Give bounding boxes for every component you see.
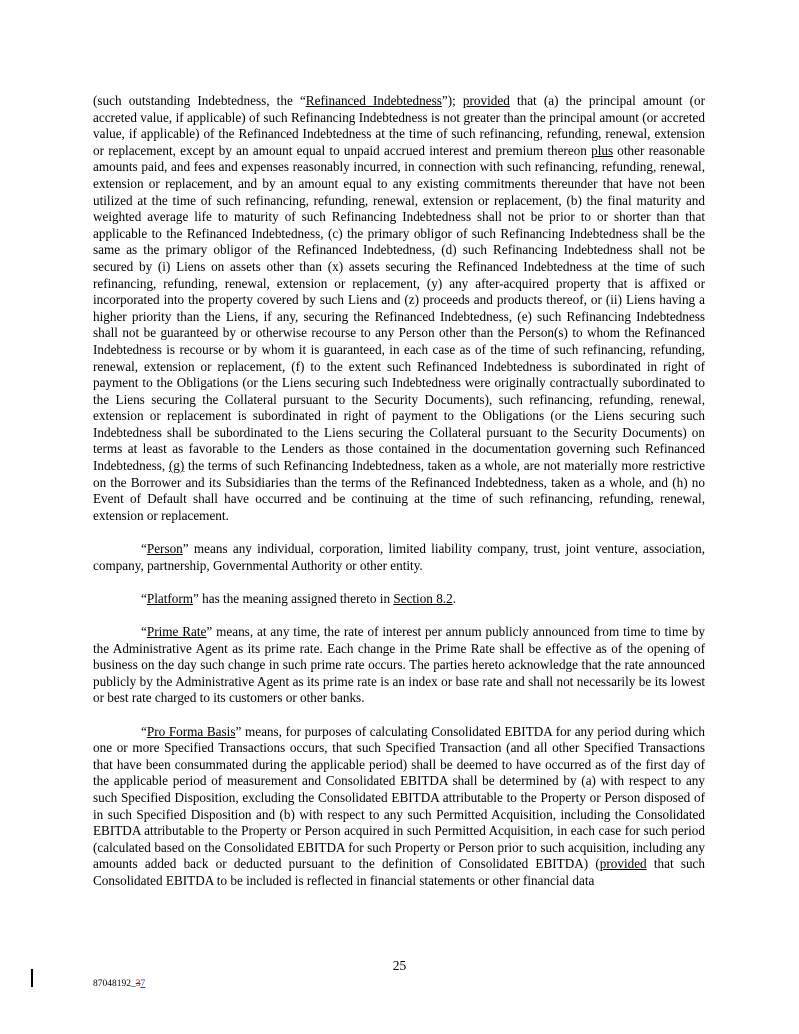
document-id-deleted-revision: 3 xyxy=(135,979,141,989)
text-segment: the terms of such Refinancing Indebtedness, taken as a whole, are not materially more restrictive on the Borrower and its Subsidiaries than the terms of the Refinanced Indebtedness, taken as a whole, and (h) no Event of Default shall have occurred and be continuing at the time of such refinancing, refunding, renewal, extension or replacement. xyxy=(93,458,705,523)
text-segment: ” means, at any time, the rate of interest per annum publicly announced from time to time by the Administrative Agent as its prime rate. Each change in the Prime Rate shall be effective as of the opening of business on the day such change in such prime rate occurs. The parties hereto acknowledge that the rate announced publicly by the Administrative Agent as its prime rate is an index or base rate and shall not necessarily be its lowest or best rate charged to its customers or other banks. xyxy=(93,624,706,706)
underlined-term: plus xyxy=(591,142,614,158)
document-id xyxy=(93,979,145,989)
text-segment: ” means any individual, corporation, limited liability company, trust, joint venture, association, company, partnership, Governmental Authority or other entity. xyxy=(93,541,705,573)
underlined-term: provided xyxy=(462,93,510,108)
paragraph xyxy=(93,724,705,890)
text-segment: that (a) the principal amount (or accreted value, if applicable) of such Refinancing Indebtedness is not greater than the principal amount (or accreted value, if applicable) of the Refinanced Indebtedness at the time of such refinancing, refunding, renewal, extension or replacement, except by an amount equal to unpaid accrued interest and premium thereon xyxy=(93,93,705,158)
text-segment: (such outstanding Indebtedness, the “ xyxy=(93,93,306,108)
text-segment: ”); xyxy=(441,93,463,108)
document-id-prefix: 87048192_ xyxy=(93,979,136,989)
text-segment: “ xyxy=(141,541,147,557)
underlined-term: Prime Rate xyxy=(146,624,207,639)
paragraph xyxy=(93,93,705,524)
underlined-term: Platform xyxy=(146,590,194,606)
text-segment: . xyxy=(452,590,456,606)
page-number: 25 xyxy=(392,958,407,973)
underlined-term: Refinanced Indebtedness xyxy=(305,93,442,108)
text-segment: “ xyxy=(141,624,147,639)
text-segment: ” has the meaning assigned thereto in xyxy=(193,590,394,606)
text-segment: “ xyxy=(141,723,147,739)
document-id-inserted-revision: 7 xyxy=(140,979,146,989)
paragraph xyxy=(93,541,705,574)
paragraph xyxy=(93,624,705,707)
underlined-term: Pro Forma Basis xyxy=(146,723,236,739)
underlined-term: Person xyxy=(146,541,183,557)
paragraph xyxy=(93,591,705,608)
text-segment: other reasonable amounts paid, and fees and expenses reasonably incurred, in connection with such refinancing, refunding, renewal, extension or replacement, and by an amount equal to any existing commitments thereunder that have not been utilized at the time of such refinancing, refunding, renewal, extension or replacement, (b) the final maturity and weighted average life to maturity of such Refinancing Indebtedness shall not be prior to or shorter than that applicable to the Refinanced Indebtedness, (c) the primary obligor of such Refinancing Indebtedness shall be the same as the primary obligor of the Refinanced Indebtedness, (d) such Refinancing Indebtedness shall not be secured by (i) Liens on assets other than (x) assets securing the Refinanced Indebtedness at the time of such refinancing, refunding, renewal, extension or replacement, (y) any after-acquired property that is affixed or incorporated into the property covered by such Liens and (z) proceeds and products thereof, or (ii) Liens having a higher priority than the Liens, if any, securing the Refinanced Indebtedness, (e) such Refinancing Indebtedness shall not be guaranteed by or otherwise recourse to any Person other than the Person(s) to whom the Refinanced Indebtedness is recourse or by whom it is guaranteed, in each case as of the time of such refinancing, refunding, renewal, extension or replacement, (f) to the extent such Refinanced Indebtedness is subordinated in right of payment to the Obligations (or the Liens securing such Indebtedness were originally contractually subordinated to the Liens securing the Collateral pursuant to the Security Documents), such refinancing, refunding, renewal, extension or replacement is subordinated in right of payment to the Obligations (or the Liens securing such Indebtedness shall be subordinated to the Liens securing the Collateral pursuant to the Security Documents) on terms at least as favorable to the Lenders as those contained in the documentation governing such Refinanced Indebtedness, xyxy=(93,142,705,474)
text-segment: that such Consolidated EBITDA to be included is reflected in financial statements or other financial data xyxy=(93,856,705,888)
underlined-term: (g) xyxy=(168,458,185,474)
underlined-term: Section 8.2 xyxy=(393,590,453,606)
text-segment: ” means, for purposes of calculating Consolidated EBITDA for any period during which one or more Specified Transactions occurs, that such Specified Transaction (and all other Specified Transactions that have been consummated during the applicable period) shall be deemed to have occurred as of the first day of the applicable period of measurement and Consolidated EBITDA shall be determined by (a) with respect to any such Specified Disposition, excluding the Consolidated EBITDA attributable to the Property or Person disposed of in such Specified Disposition and (b) with respect to any such Permitted Acquisition, including the Consolidated EBITDA attributable to the Property or Person acquired in such Permitted Acquisition, in each case for such period (calculated based on the Consolidated EBITDA for such Property or Person prior to such acquisition, including any amounts added back or deducted pursuant to the definition of Consolidated EBITDA) ( xyxy=(93,723,706,872)
document-body xyxy=(93,93,705,906)
text-segment: “ xyxy=(141,590,147,606)
underlined-term: provided xyxy=(599,856,647,872)
change-bar xyxy=(31,969,33,987)
